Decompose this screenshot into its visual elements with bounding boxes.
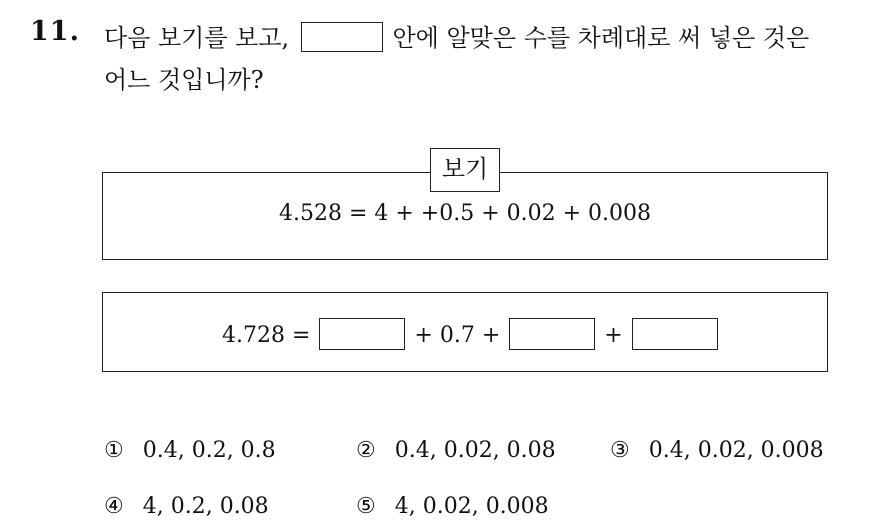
choice-1-text: 0.4, 0.2, 0.8: [142, 438, 276, 463]
choice-2-mark: ②: [356, 438, 376, 463]
problem-operator-2: +: [604, 323, 623, 348]
problem-lhs: 4.728 =: [222, 323, 311, 348]
choice-3-mark: ③: [610, 438, 630, 463]
question-blank-box: [301, 22, 383, 52]
question-text-line2: 어느 것입니까?: [104, 66, 264, 94]
question-text-line1: [104, 18, 809, 53]
choice-3-text: 0.4, 0.02, 0.008: [648, 438, 824, 463]
choice-5[interactable]: [356, 494, 549, 519]
problem-operator-1: + 0.7 +: [414, 323, 501, 348]
example-label: 보기: [430, 148, 500, 192]
answer-blank-3[interactable]: [632, 318, 718, 350]
choice-4-text: 4, 0.2, 0.08: [142, 494, 269, 519]
choice-4[interactable]: [104, 494, 269, 519]
question-text-after-blank: 안에 알맞은 수를 차례대로 써 넣은 것은: [392, 24, 810, 52]
choice-4-mark: ④: [104, 494, 124, 519]
choice-5-mark: ⑤: [356, 494, 376, 519]
choice-2[interactable]: [356, 438, 556, 463]
choice-2-text: 0.4, 0.02, 0.08: [394, 438, 556, 463]
problem-equation: [222, 318, 720, 350]
answer-blank-1[interactable]: [319, 318, 405, 350]
choice-5-text: 4, 0.02, 0.008: [394, 494, 549, 519]
answer-blank-2[interactable]: [509, 318, 595, 350]
choice-1[interactable]: [104, 438, 276, 463]
choice-3[interactable]: [610, 438, 824, 463]
question-number: 11.: [30, 16, 80, 47]
choice-1-mark: ①: [104, 438, 124, 463]
question-text-before-blank: 다음 보기를 보고,: [104, 24, 290, 52]
example-equation: 4.528 = 4 + +0.5 + 0.02 + 0.008: [278, 201, 652, 226]
